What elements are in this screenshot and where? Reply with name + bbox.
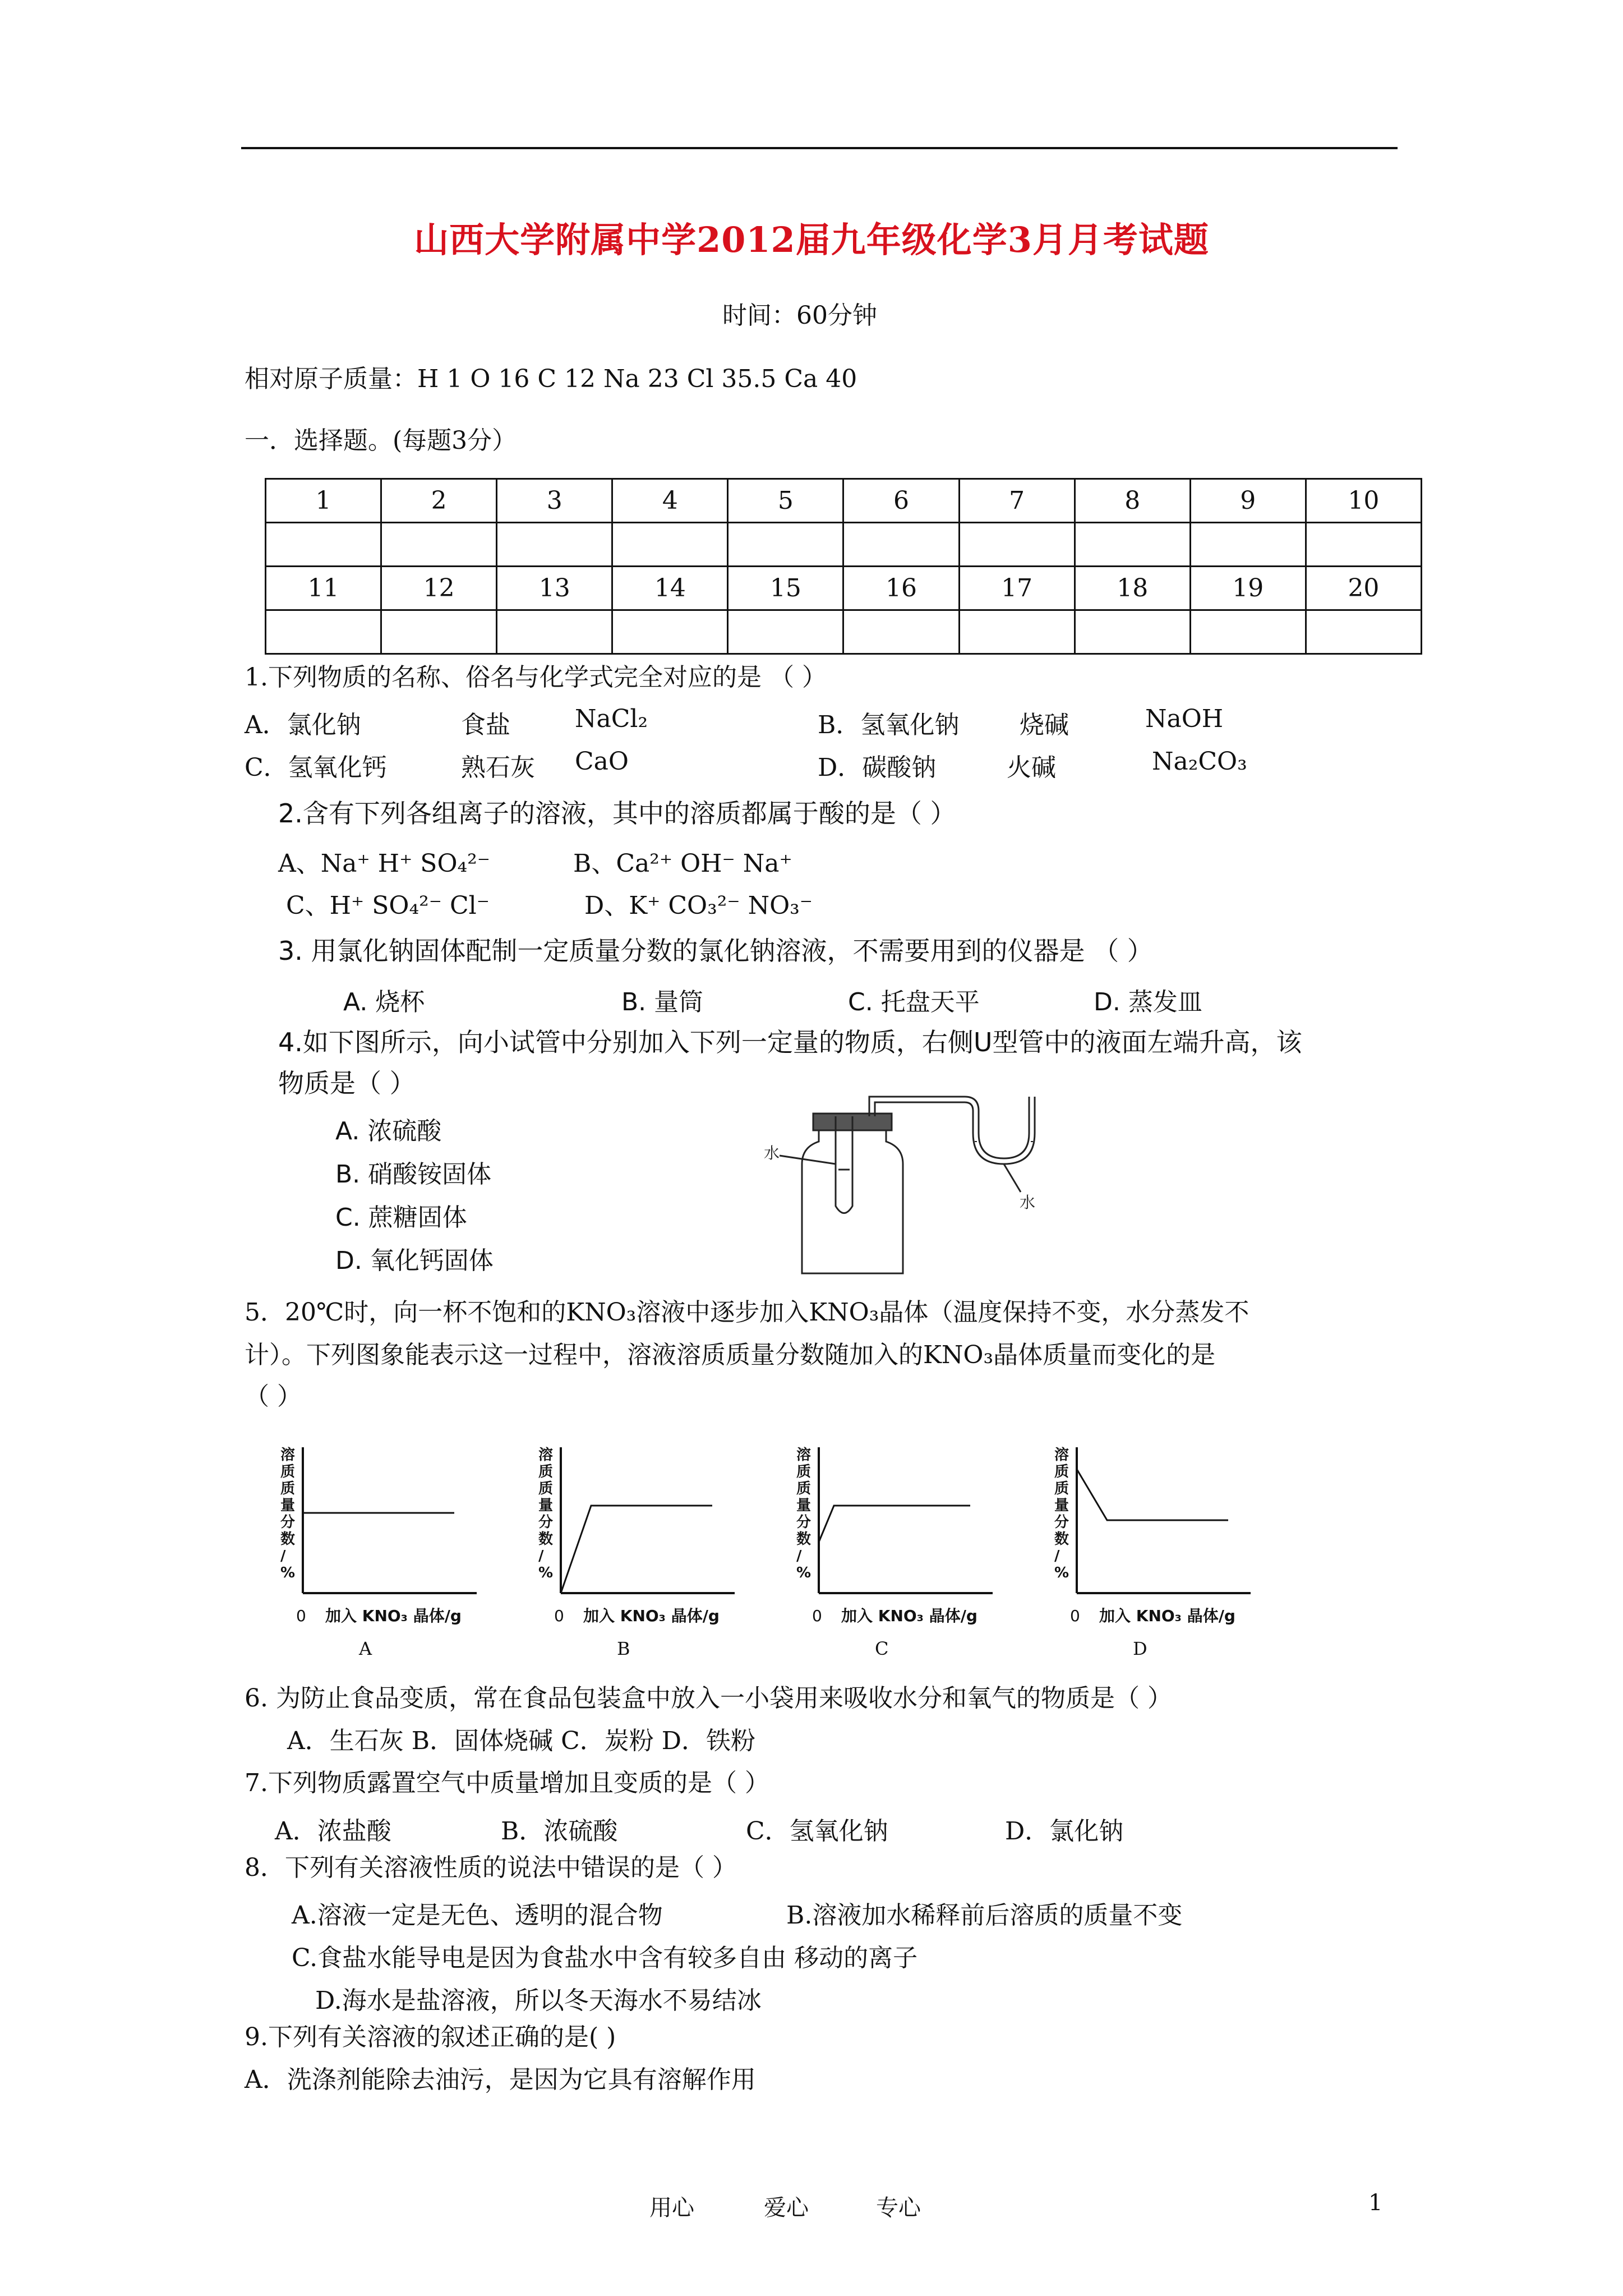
q4-option-b: B. 硝酸铵固体 [335,1160,492,1189]
grid-cell: 11 [266,567,381,610]
y-axis-label-char: 数 [796,1531,811,1548]
exam-time: 时间：60分钟 [722,301,877,330]
answer-cell[interactable] [1075,523,1190,567]
y-axis-label-char: / [280,1548,286,1565]
q3-option-c: C. 托盘天平 [848,988,980,1016]
q3-option-d: D. 蒸发皿 [1094,988,1202,1016]
y-axis-label-char: 质 [796,1480,811,1497]
grid-cell: 2 [381,479,497,523]
answer-grid-blank-row [266,523,1422,567]
y-axis-label-char: / [796,1548,802,1565]
q1-option-d-common: 火碱 [1007,753,1056,782]
q6-options: A．生石灰 B．固体烧碱 C．炭粉 D．铁粉 [287,1727,756,1755]
grid-cell: 17 [959,567,1075,610]
y-axis-label-char: % [796,1565,811,1581]
footer-motto-1: 用心 [649,2195,694,2221]
panel-label: C [875,1638,889,1659]
y-axis-label-char: % [538,1565,554,1581]
q1-option-a-formula: NaCl₂ [575,705,648,733]
origin-label: 0 [296,1607,306,1625]
answer-cell[interactable] [843,610,959,654]
y-axis-label-char: 量 [280,1497,296,1514]
q1-option-b-name: B．氢氧化钠 [818,711,960,739]
answer-cell[interactable] [728,610,843,654]
grid-cell: 4 [612,479,728,523]
q6-stem: 6. 为防止食品变质，常在食品包装盒中放入一小袋用来吸收水分和氧气的物质是（ ） [245,1684,1172,1713]
answer-grid-numbers-row [266,479,1422,523]
page-title: 山西大学附属中学2012届九年级化学3月月考试题 [414,219,1209,260]
y-axis-label-char: 分 [538,1514,554,1531]
y-axis-label-char: 分 [1054,1514,1069,1531]
origin-label: 0 [554,1607,564,1625]
grid-cell: 18 [1075,567,1190,610]
answer-cell[interactable] [728,523,843,567]
origin-label: 0 [1070,1607,1080,1625]
series-line [1077,1469,1228,1520]
x-axis-label: 加入 KNO₃ 晶体/g [1099,1607,1235,1625]
q1-option-d-formula: Na₂CO₃ [1152,747,1247,776]
grid-cell: 14 [612,567,728,610]
grid-cell: 5 [728,479,843,523]
y-axis-label-char: 分 [796,1514,811,1531]
footer-motto-2: 爱心 [764,2195,809,2221]
grid-cell: 6 [843,479,959,523]
q5-stem-line3: （ ） [245,1382,302,1411]
answer-grid-blank-row [266,610,1422,654]
footer-motto-3: 专心 [876,2195,921,2221]
answer-cell[interactable] [1306,610,1421,654]
grid-cell: 10 [1306,479,1421,523]
q9-stem: 9.下列有关溶液的叙述正确的是( ) [245,2023,616,2051]
y-axis-label-char: / [1054,1548,1060,1565]
grid-cell: 9 [1190,479,1306,523]
y-axis-label-char: 质 [538,1464,554,1480]
grid-cell: 1 [266,479,381,523]
y-axis-label-char: 溶 [1054,1447,1069,1464]
y-axis-label-char: 质 [280,1464,296,1480]
q7-option-c: C．氢氧化钠 [746,1817,888,1846]
q9-option-a: A．洗涤剂能除去油污，是因为它具有溶解作用 [245,2065,756,2094]
q1-stem: 1.下列物质的名称、俗名与化学式完全对应的是 （ ） [245,663,827,692]
y-axis-label-char: 数 [280,1531,296,1548]
grid-cell: 16 [843,567,959,610]
q5-charts [264,1436,1290,1660]
q1-option-a-common: 食盐 [461,711,510,739]
q3-option-b: B. 量筒 [621,988,704,1016]
x-axis-label: 加入 KNO₃ 晶体/g [841,1607,978,1625]
q4-option-a: A. 浓硫酸 [335,1117,442,1145]
q1-option-c-common: 熟石灰 [461,753,535,782]
grid-cell: 3 [497,479,612,523]
q8-option-c: C.食盐水能导电是因为食盐水中含有较多自由 移动的离子 [292,1944,918,1972]
grid-cell: 19 [1190,567,1306,610]
x-axis-label: 加入 KNO₃ 晶体/g [325,1607,462,1625]
q7-option-d: D．氯化钠 [1005,1817,1124,1846]
q3-option-a: A. 烧杯 [343,988,425,1016]
q2-option-c: C、H⁺ SO₄²⁻ Cl⁻ [286,891,490,920]
water-label-right: 水 [1020,1193,1036,1212]
y-axis-label-char: 数 [538,1531,554,1548]
y-axis-label-char: 数 [1054,1531,1069,1548]
answer-cell[interactable] [1306,523,1421,567]
series-line [561,1506,712,1593]
y-axis-label-char: 质 [538,1480,554,1497]
grid-cell: 15 [728,567,843,610]
y-axis-label-char: / [538,1548,544,1565]
grid-cell: 20 [1306,567,1421,610]
q5-stem-line2: 计）。下列图象能表示这一过程中，溶液溶质质量分数随加入的KNO₃晶体质量而变化的是 [245,1341,1216,1369]
panel-label: A [359,1638,372,1659]
y-axis-label-char: 质 [1054,1464,1069,1480]
q4-option-d: D. 氧化钙固体 [335,1246,494,1275]
answer-cell[interactable] [266,610,381,654]
y-axis-label-char: % [280,1565,296,1581]
y-axis-label-char: 质 [1054,1480,1069,1497]
y-axis-label-char: 质 [796,1464,811,1480]
q4-option-c: C. 蔗糖固体 [335,1203,467,1232]
y-axis-label-char: 分 [280,1514,296,1531]
q8-option-a: A.溶液一定是无色、透明的混合物 [292,1901,663,1930]
y-axis-label-char: 溶 [538,1447,554,1464]
answer-cell[interactable] [381,610,497,654]
page-number: 1 [1368,2190,1383,2216]
q1-option-a-name: A．氯化钠 [245,711,361,739]
q2-stem: 2.含有下列各组离子的溶液，其中的溶质都属于酸的是（ ） [278,798,956,829]
y-axis-label-char: 量 [796,1497,811,1514]
answer-cell[interactable] [959,523,1075,567]
q2-option-a: A、Na⁺ H⁺ SO₄²⁻ [278,849,491,878]
water-label-left: 水 [764,1144,780,1162]
grid-cell: 8 [1075,479,1190,523]
u-tube-apparatus-figure [757,1080,1071,1276]
answer-cell[interactable] [497,523,612,567]
origin-label: 0 [812,1607,822,1625]
grid-cell: 12 [381,567,497,610]
q2-option-b: B、Ca²⁺ OH⁻ Na⁺ [573,849,792,878]
q1-option-c-name: C．氢氧化钙 [245,753,387,782]
panel-label: D [1133,1638,1147,1659]
y-axis-label-char: 量 [1054,1497,1069,1514]
q4-stem-line2: 物质是（ ） [278,1068,416,1098]
q1-option-d-name: D．碳酸钠 [818,753,937,782]
q7-option-b: B．浓硫酸 [501,1817,618,1846]
q4-stem-line1: 4.如下图所示，向小试管中分别加入下列一定量的物质，右侧U型管中的液面左端升高，该 [278,1027,1302,1057]
y-axis-label-char: 质 [280,1480,296,1497]
q7-stem: 7.下列物质露置空气中质量增加且变质的是（ ） [245,1769,769,1797]
q1-option-c-formula: CaO [575,747,629,776]
answer-cell[interactable] [1075,610,1190,654]
y-axis-label-char: 溶 [796,1447,811,1464]
answer-grid [265,478,1422,655]
answer-cell[interactable] [381,523,497,567]
q2-option-d: D、K⁺ CO₃²⁻ NO₃⁻ [584,891,813,920]
y-axis-label-char: % [1054,1565,1069,1581]
answer-cell[interactable] [266,523,381,567]
q8-stem: 8．下列有关溶液性质的说法中错误的是（ ） [245,1853,737,1882]
grid-cell: 13 [497,567,612,610]
q8-option-d: D.海水是盐溶液，所以冬天海水不易结冰 [315,1986,762,2015]
q1-option-b-common: 烧碱 [1020,711,1069,739]
grid-cell: 7 [959,479,1075,523]
answer-cell[interactable] [612,523,728,567]
section-heading: 一．选择题。(每题3分） [245,426,517,455]
q5-stem-line1: 5．20℃时，向一杯不饱和的KNO₃溶液中逐步加入KNO₃晶体（温度保持不变，水分蒸发不 [245,1298,1249,1327]
answer-grid-numbers-row [266,567,1422,610]
answer-cell[interactable] [612,610,728,654]
x-axis-label: 加入 KNO₃ 晶体/g [583,1607,720,1625]
q3-stem: 3. 用氯化钠固体配制一定质量分数的氯化钠溶液，不需要用到的仪器是 （ ） [278,936,1153,966]
q7-option-a: A．浓盐酸 [275,1817,391,1846]
q1-option-b-formula: NaOH [1145,705,1224,733]
q8-option-b: B.溶液加水稀释前后溶质的质量不变 [786,1901,1183,1930]
series-line [819,1506,970,1542]
y-axis-label-char: 溶 [280,1447,296,1464]
answer-cell[interactable] [959,610,1075,654]
answer-cell[interactable] [1190,523,1306,567]
panel-label: B [617,1638,630,1659]
answer-cell[interactable] [497,610,612,654]
atomic-mass-line: 相对原子质量：H 1 O 16 C 12 Na 23 Cl 35.5 Ca 40 [245,365,857,393]
answer-cell[interactable] [1190,610,1306,654]
answer-cell[interactable] [843,523,959,567]
header-rule [241,147,1398,149]
y-axis-label-char: 量 [538,1497,554,1514]
